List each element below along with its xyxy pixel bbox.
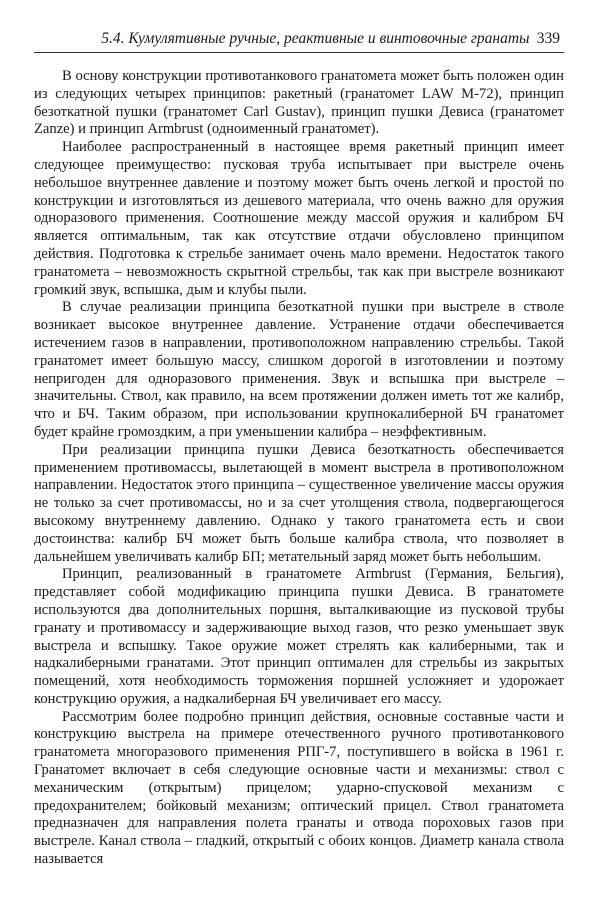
paragraph: В случае реализации принципа безоткатной пушки при выстреле в стволе возникает высокое внутреннее давление. Устранение отдачи обеспечивается истечением газов в направлении, противоположном направлению стрельбы. Такой гранатомет имеет большую массу, слишком дорогой в изготовлении и поэтому непригоден для одноразового применения. Звук и вспышка при выстреле – значительны. Ствол, как правило, на всем протяжении должен иметь тот же калибр, что и БЧ. Таким образом, при использовании крупнокалиберной БЧ гранатомет будет крайне громоздким, а при уменьшении калибра – неэффективным.	[34, 299, 564, 440]
paragraph: Наиболее распространенный в настоящее время ракетный принцип имеет следующее преимущество: пусковая труба испытывает при выстреле очень небольшое внутреннее давление и поэтому может быть очень легкой и простой по конструкции и изготовляться из дешевого материала, что очень важно для оружия одноразового применения. Соотношение между массой оружия и калибром БЧ является оптимальным, так как отсутствие отдачи обусловлено принципом действия. Подготовка к стрельбе занимает очень мало времени. Недостаток такого гранатомета – невозможность скрытной стрельбы, так как при выстреле возникают громкий звук, вспышка, дым и клубы пыли.	[34, 139, 564, 298]
section-title: 5.4. Кумулятивные ручные, реактивные и винтовочные гранаты	[101, 30, 530, 47]
paragraph: Принцип, реализованный в гранатомете Armbrust (Германия, Бельгия), представляет собой модификацию принципа пушки Девиса. В гранатомете используются два дополнительных поршня, выталкивающие из пусковой трубы гранату и противомассу и задерживающие выход газов, что резко уменьшает звук выстрела и вспышку. Такое оружие может стрелять как калиберными, так и надкалиберными гранатами. Этот принцип оптимален для стрельбы из закрытых помещений, хотя необходимость торможения поршней усложняет и удорожает конструкцию оружия, а надкалиберная БЧ увеличивает его массу.	[34, 566, 564, 707]
page-number: 339	[536, 30, 560, 47]
book-page	[34, 30, 564, 890]
paragraph: В основу конструкции противотанкового гранатомета может быть положен один из следующих четырех принципов: ракетный (гранатомет LAW M-72), принцип безоткатной пушки (гранатомет Carl Gustav), принцип пушки Девиса (гранатомет Zanze) и принцип Armbrust (одноименный гранатомет).	[34, 68, 564, 138]
paragraph: Рассмотрим более подробно принцип действия, основные составные части и конструкцию выстрела на примере отечественного ручного противотанкового гранатомета многоразового применения РПГ-7, поступившего в войска в 1961 г. Гранатомет включает в себя следующие основные части и механизмы: ствол с механическим (открытым) прицелом; ударно-спусковой механизм с предохранителем; бойковый механизм; оптический прицел. Ствол гранатомета предназначен для направления полета гранаты и отвода пороховых газов при выстреле. Канал ствола – гладкий, открытый с обоих концов. Диаметр канала ствола называется	[34, 708, 564, 868]
running-header	[34, 30, 564, 53]
body-text	[34, 68, 564, 869]
paragraph: При реализации принципа пушки Девиса безоткатность обеспечивается применением противомассы, вылетающей в момент выстрела в противоположном направлении. Недостаток этого принципа – существенное увеличение массы оружия не только за счет противомассы, но и за счет утолщения ствола, подвергающегося высокому внутреннему давлению. Однако у такого гранатомета есть и свои достоинства: калибр БЧ может быть больше калибра ствола, что позволяет в дальнейшем увеличивать калибр БП; метательный заряд может быть небольшим.	[34, 441, 564, 565]
